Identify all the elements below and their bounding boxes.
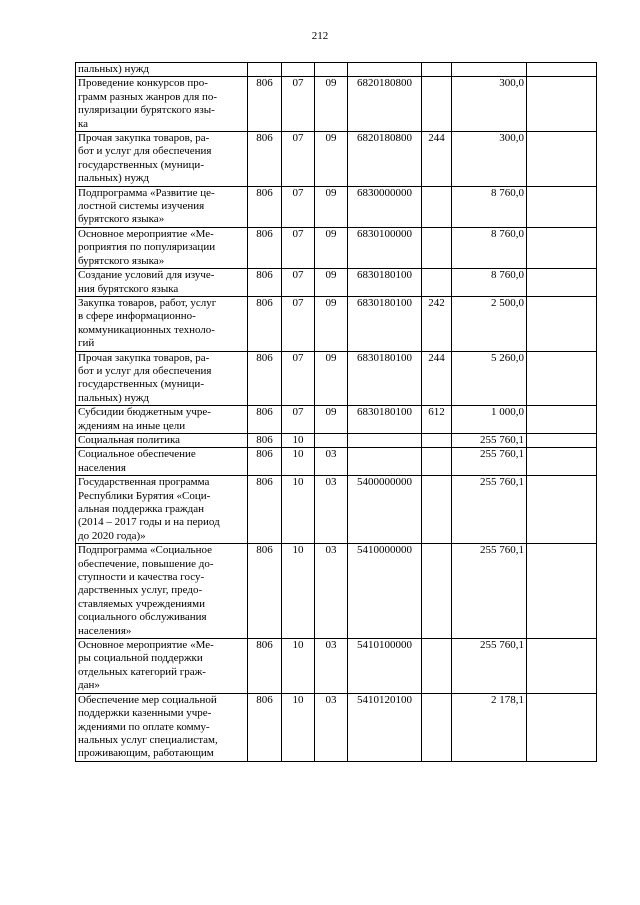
target-article-code-cell: 6830000000 bbox=[348, 186, 422, 227]
section-code-cell: 07 bbox=[282, 296, 315, 351]
expense-type-code-cell: 244 bbox=[422, 351, 452, 406]
item-name-line: бот и услуг для обеспечения bbox=[78, 145, 212, 158]
subsection-code-cell: 09 bbox=[315, 227, 348, 268]
extra-cell bbox=[527, 63, 597, 77]
target-article-code-cell bbox=[348, 63, 422, 77]
item-name-line: бурятского языка» bbox=[78, 213, 165, 226]
expense-type-code-cell: 612 bbox=[422, 406, 452, 434]
table-row bbox=[76, 63, 597, 77]
item-name-line: Основное мероприятие «Ме- bbox=[78, 639, 214, 652]
target-article-code-cell: 6830180100 bbox=[348, 296, 422, 351]
item-name-line: лостной системы изучения bbox=[78, 200, 205, 213]
table-row bbox=[76, 227, 597, 268]
item-name-line: Подпрограмма «Социальное bbox=[78, 544, 212, 557]
table-row bbox=[76, 77, 597, 132]
expense-type-code-cell: 242 bbox=[422, 296, 452, 351]
item-name-line: альная поддержка граждан bbox=[78, 503, 204, 515]
expense-type-code-cell: 244 bbox=[422, 132, 452, 187]
item-name-cell bbox=[76, 132, 248, 187]
ministry-code-cell: 806 bbox=[248, 227, 282, 268]
ministry-code-cell: 806 bbox=[248, 77, 282, 132]
expense-type-code-cell bbox=[422, 269, 452, 297]
expense-type-code-cell bbox=[422, 476, 452, 544]
ministry-code-cell: 806 bbox=[248, 296, 282, 351]
subsection-code-cell: 03 bbox=[315, 544, 348, 639]
ministry-code-cell: 806 bbox=[248, 433, 282, 447]
expense-type-code-cell bbox=[422, 433, 452, 447]
item-name-cell bbox=[76, 351, 248, 406]
target-article-code-cell: 6820180800 bbox=[348, 77, 422, 132]
subsection-code-cell: 03 bbox=[315, 476, 348, 544]
item-name-cell bbox=[76, 227, 248, 268]
subsection-code-cell: 03 bbox=[315, 448, 348, 476]
target-article-code-cell: 6830180100 bbox=[348, 351, 422, 406]
ministry-code-cell bbox=[248, 63, 282, 77]
subsection-code-cell: 09 bbox=[315, 406, 348, 434]
table-row bbox=[76, 269, 597, 297]
item-name-line: Прочая закупка товаров, ра- bbox=[78, 132, 210, 145]
item-name-line: ставляемых учреждениями bbox=[78, 597, 205, 610]
table-row bbox=[76, 476, 597, 544]
table-row bbox=[76, 693, 597, 761]
target-article-code-cell: 6820180800 bbox=[348, 132, 422, 187]
amount-cell: 8 760,0 bbox=[452, 269, 527, 297]
item-name-line: бот и услуг для обеспечения bbox=[78, 364, 212, 377]
item-name-line: Социальная политика bbox=[78, 433, 181, 446]
extra-cell bbox=[527, 693, 597, 761]
amount-cell: 255 760,1 bbox=[452, 476, 527, 544]
section-code-cell: 10 bbox=[282, 433, 315, 447]
item-name-line: пальных) нужд bbox=[78, 63, 150, 75]
section-code-cell: 07 bbox=[282, 406, 315, 434]
section-code-cell: 10 bbox=[282, 476, 315, 544]
extra-cell bbox=[527, 296, 597, 351]
extra-cell bbox=[527, 448, 597, 476]
extra-cell bbox=[527, 227, 597, 268]
target-article-code-cell bbox=[348, 448, 422, 476]
section-code-cell: 07 bbox=[282, 269, 315, 297]
table-row bbox=[76, 406, 597, 434]
item-name-line: Республики Бурятия «Соци- bbox=[78, 489, 211, 502]
item-name-line: пальных) нужд bbox=[78, 172, 150, 185]
target-article-code-cell: 6830100000 bbox=[348, 227, 422, 268]
expense-type-code-cell bbox=[422, 186, 452, 227]
item-name-cell bbox=[76, 448, 248, 476]
amount-cell: 1 000,0 bbox=[452, 406, 527, 434]
item-name-line: бурятского языка» bbox=[78, 254, 165, 267]
subsection-code-cell bbox=[315, 433, 348, 447]
item-name-line: гий bbox=[78, 337, 95, 350]
section-code-cell: 10 bbox=[282, 448, 315, 476]
item-name-line: Субсидии бюджетным учре- bbox=[78, 406, 211, 419]
budget-table-body bbox=[76, 63, 597, 762]
extra-cell bbox=[527, 77, 597, 132]
table-row bbox=[76, 433, 597, 447]
item-name-cell bbox=[76, 693, 248, 761]
item-name-line: ния бурятского языка bbox=[78, 282, 179, 295]
item-name-line: отдельных категорий граж- bbox=[78, 665, 206, 678]
item-name-cell bbox=[76, 433, 248, 447]
target-article-code-cell: 5400000000 bbox=[348, 476, 422, 544]
extra-cell bbox=[527, 544, 597, 639]
subsection-code-cell: 09 bbox=[315, 186, 348, 227]
expense-type-code-cell bbox=[422, 544, 452, 639]
item-name-line: государственных (муници- bbox=[78, 378, 204, 391]
extra-cell bbox=[527, 433, 597, 447]
item-name-line: пуляризации бурятского язы- bbox=[78, 104, 215, 117]
target-article-code-cell: 5410120100 bbox=[348, 693, 422, 761]
item-name-line: государственных (муници- bbox=[78, 158, 204, 171]
expense-type-code-cell bbox=[422, 448, 452, 476]
subsection-code-cell: 09 bbox=[315, 351, 348, 406]
amount-cell: 255 760,1 bbox=[452, 448, 527, 476]
extra-cell bbox=[527, 132, 597, 187]
target-article-code-cell: 6830180100 bbox=[348, 406, 422, 434]
extra-cell bbox=[527, 351, 597, 406]
item-name-line: обеспечение, повышение до- bbox=[78, 557, 214, 570]
target-article-code-cell: 6830180100 bbox=[348, 269, 422, 297]
item-name-line: Подпрограмма «Развитие це- bbox=[78, 186, 215, 199]
item-name-cell bbox=[76, 77, 248, 132]
item-name-line: населения» bbox=[78, 624, 132, 637]
ministry-code-cell: 806 bbox=[248, 351, 282, 406]
subsection-code-cell: 09 bbox=[315, 132, 348, 187]
expense-type-code-cell bbox=[422, 227, 452, 268]
extra-cell bbox=[527, 639, 597, 694]
subsection-code-cell: 03 bbox=[315, 639, 348, 694]
amount-cell bbox=[452, 63, 527, 77]
item-name-line: Государственная программа bbox=[78, 476, 210, 489]
item-name-line: ждениям на иные цели bbox=[78, 419, 186, 432]
subsection-code-cell: 09 bbox=[315, 77, 348, 132]
amount-cell: 5 260,0 bbox=[452, 351, 527, 406]
target-article-code-cell bbox=[348, 433, 422, 447]
subsection-code-cell: 09 bbox=[315, 269, 348, 297]
target-article-code-cell: 5410100000 bbox=[348, 639, 422, 694]
ministry-code-cell: 806 bbox=[248, 186, 282, 227]
ministry-code-cell: 806 bbox=[248, 406, 282, 434]
ministry-code-cell: 806 bbox=[248, 639, 282, 694]
amount-cell: 2 178,1 bbox=[452, 693, 527, 761]
item-name-line: Создание условий для изуче- bbox=[78, 269, 215, 282]
amount-cell: 300,0 bbox=[452, 77, 527, 132]
extra-cell bbox=[527, 476, 597, 544]
expense-type-code-cell bbox=[422, 693, 452, 761]
item-name-cell bbox=[76, 186, 248, 227]
ministry-code-cell: 806 bbox=[248, 269, 282, 297]
item-name-line: нальных услуг специалистам, bbox=[78, 733, 218, 746]
item-name-line: коммуникационных техноло- bbox=[78, 323, 215, 336]
table-row bbox=[76, 186, 597, 227]
amount-cell: 255 760,1 bbox=[452, 433, 527, 447]
item-name-cell bbox=[76, 476, 248, 544]
item-name-line: ступности и качества госу- bbox=[78, 571, 205, 584]
subsection-code-cell bbox=[315, 63, 348, 77]
item-name-line: Обеспечение мер социальной bbox=[78, 693, 217, 706]
section-code-cell: 07 bbox=[282, 351, 315, 406]
item-name-line: проживающим, работающим bbox=[78, 747, 214, 760]
amount-cell: 8 760,0 bbox=[452, 227, 527, 268]
item-name-line: дан» bbox=[78, 679, 100, 692]
ministry-code-cell: 806 bbox=[248, 544, 282, 639]
ministry-code-cell: 806 bbox=[248, 476, 282, 544]
table-row bbox=[76, 351, 597, 406]
item-name-line: ка bbox=[78, 117, 89, 130]
amount-cell: 2 500,0 bbox=[452, 296, 527, 351]
item-name-line: ры социальной поддержки bbox=[78, 652, 203, 665]
extra-cell bbox=[527, 269, 597, 297]
item-name-line: Основное мероприятие «Ме- bbox=[78, 227, 214, 240]
item-name-line: социального обслуживания bbox=[78, 611, 207, 624]
item-name-line: (2014 – 2017 годы и на период bbox=[78, 516, 220, 529]
ministry-code-cell: 806 bbox=[248, 132, 282, 187]
budget-table bbox=[75, 62, 597, 762]
section-code-cell: 07 bbox=[282, 77, 315, 132]
item-name-cell bbox=[76, 63, 248, 77]
table-row bbox=[76, 448, 597, 476]
item-name-line: до 2020 года)» bbox=[78, 529, 146, 542]
expense-type-code-cell bbox=[422, 639, 452, 694]
item-name-line: Проведение конкурсов про- bbox=[78, 77, 208, 90]
item-name-line: роприятия по популяризации bbox=[78, 241, 216, 254]
item-name-cell bbox=[76, 269, 248, 297]
extra-cell bbox=[527, 186, 597, 227]
table-row bbox=[76, 132, 597, 187]
target-article-code-cell: 5410000000 bbox=[348, 544, 422, 639]
item-name-line: дарственных услуг, предо- bbox=[78, 584, 203, 597]
item-name-line: ждениями по оплате комму- bbox=[78, 720, 210, 733]
item-name-line: Социальное обеспечение bbox=[78, 448, 196, 461]
section-code-cell: 10 bbox=[282, 544, 315, 639]
item-name-line: Закупка товаров, работ, услуг bbox=[78, 296, 217, 309]
ministry-code-cell: 806 bbox=[248, 448, 282, 476]
section-code-cell: 07 bbox=[282, 227, 315, 268]
table-row bbox=[76, 296, 597, 351]
ministry-code-cell: 806 bbox=[248, 693, 282, 761]
item-name-line: грамм разных жанров для по- bbox=[78, 90, 218, 103]
amount-cell: 300,0 bbox=[452, 132, 527, 187]
item-name-line: населения bbox=[78, 461, 126, 474]
item-name-line: Прочая закупка товаров, ра- bbox=[78, 351, 210, 364]
page-number: 212 bbox=[311, 30, 329, 42]
item-name-cell bbox=[76, 544, 248, 639]
table-row bbox=[76, 544, 597, 639]
section-code-cell: 10 bbox=[282, 693, 315, 761]
item-name-line: поддержки казенными учре- bbox=[78, 707, 212, 720]
amount-cell: 255 760,1 bbox=[452, 544, 527, 639]
section-code-cell: 10 bbox=[282, 639, 315, 694]
section-code-cell: 07 bbox=[282, 186, 315, 227]
extra-cell bbox=[527, 406, 597, 434]
item-name-cell bbox=[76, 639, 248, 694]
subsection-code-cell: 03 bbox=[315, 693, 348, 761]
expense-type-code-cell bbox=[422, 63, 452, 77]
subsection-code-cell: 09 bbox=[315, 296, 348, 351]
table-row bbox=[76, 639, 597, 694]
amount-cell: 8 760,0 bbox=[452, 186, 527, 227]
section-code-cell: 07 bbox=[282, 132, 315, 187]
item-name-cell bbox=[76, 406, 248, 434]
item-name-cell bbox=[76, 296, 248, 351]
section-code-cell bbox=[282, 63, 315, 77]
item-name-line: пальных) нужд bbox=[78, 391, 150, 404]
expense-type-code-cell bbox=[422, 77, 452, 132]
item-name-line: в сфере информационно- bbox=[78, 310, 196, 323]
amount-cell: 255 760,1 bbox=[452, 639, 527, 694]
